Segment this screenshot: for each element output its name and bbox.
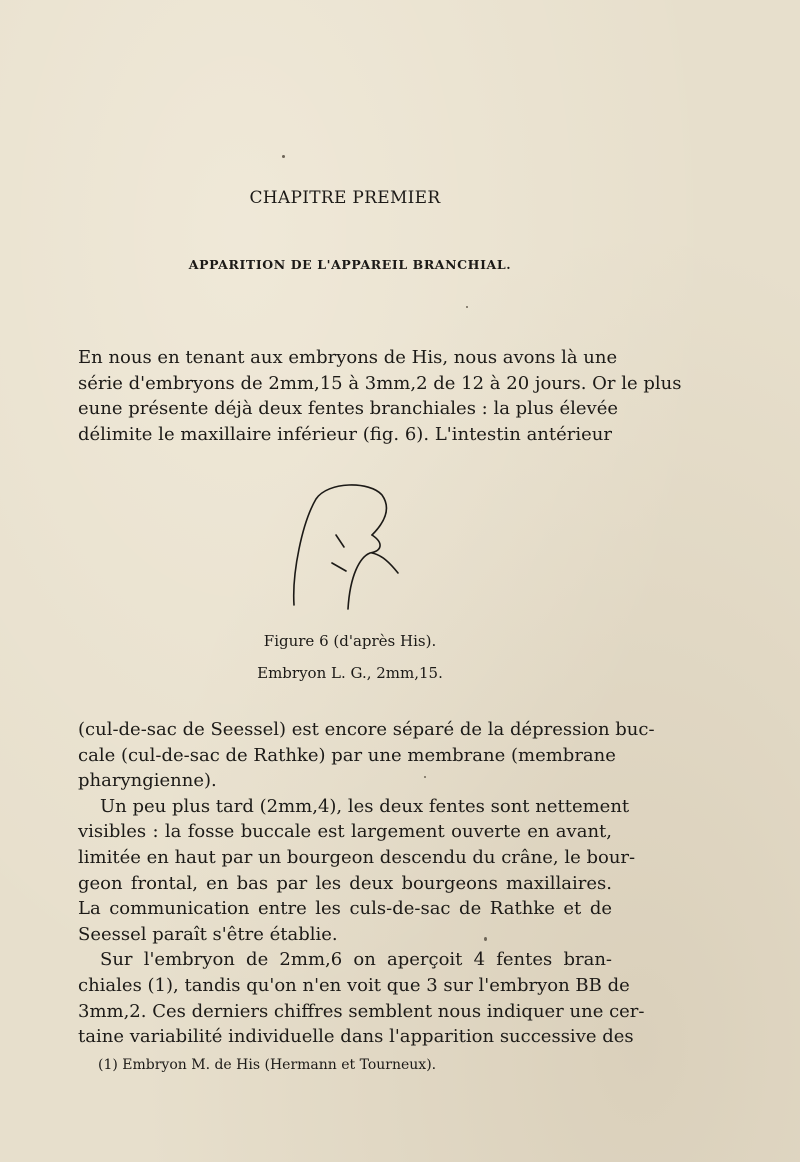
text-line: (cul-de-sac de Seessel) est encore séparé de la dépression buc- — [78, 719, 655, 740]
text-line: Un peu plus tard (2mm,4), les deux fentes sont nettement — [100, 795, 630, 817]
figure-subcaption: Embryon L. G., 2mm,15. — [257, 664, 443, 682]
text-line: chiales (1), tandis qu'on n'en voit que 3 sur l'embryon BB de — [78, 974, 630, 996]
paragraph-intro — [78, 345, 682, 447]
figure-caption: Figure 6 (d'après His). — [263, 632, 437, 650]
footnote: (1) Embryon M. de His (Hermann et Tourneux). — [98, 1057, 437, 1073]
text-line: taine variabilité individuelle dans l'apparition successive des — [78, 1026, 634, 1048]
text-line: pharyngienne). — [78, 770, 217, 792]
text-line: série d'embryons de 2mm,15 à 3mm,2 de 12 à 20 jours. Or le plus — [78, 372, 682, 394]
text-line: Sur l'embryon de 2mm,6 on aperçoit 4 fentes bran- — [100, 949, 612, 971]
text-line: En nous en tenant aux embryons de His, nous avons là une — [78, 347, 618, 368]
branchial-cleft-upper — [336, 535, 344, 547]
text-line: geon frontal, en bas par les deux bourgeons maxillaires. — [78, 872, 612, 894]
paper-speck — [424, 776, 426, 778]
paragraph-body — [78, 717, 655, 1050]
chapter-title: CHAPITRE PREMIER — [249, 188, 441, 208]
text-line: limitée en haut par un bourgeon descendu du crâne, le bour- — [78, 846, 636, 868]
branchial-cleft-lower — [332, 563, 346, 571]
text-line: 3mm,2. Ces derniers chiffres semblent nous indiquer une cer- — [78, 1000, 645, 1022]
paper-speck — [484, 937, 487, 941]
embryo-outline-front — [348, 535, 380, 609]
text-line: délimite le maxillaire inférieur (fig. 6). L'intestin antérieur — [78, 423, 612, 445]
section-title: APPARITION DE L'APPAREIL BRANCHIAL. — [188, 257, 512, 272]
paper-speck — [466, 306, 468, 308]
embryo-outline-back — [294, 485, 387, 605]
text-line: La communication entre les culs-de-sac de Rathke et de — [78, 898, 612, 920]
embryo-figure — [288, 483, 408, 613]
text-line: visibles : la fosse buccale est largement ouverte en avant, — [78, 821, 612, 843]
paper-speck — [282, 155, 285, 158]
embryo-lower-arc — [372, 553, 398, 573]
text-line: Seessel paraît s'être établie. — [78, 923, 338, 945]
text-line: cale (cul-de-sac de Rathke) par une membrane (membrane — [78, 744, 616, 766]
text-line: eune présente déjà deux fentes branchiales : la plus élevée — [78, 398, 619, 420]
